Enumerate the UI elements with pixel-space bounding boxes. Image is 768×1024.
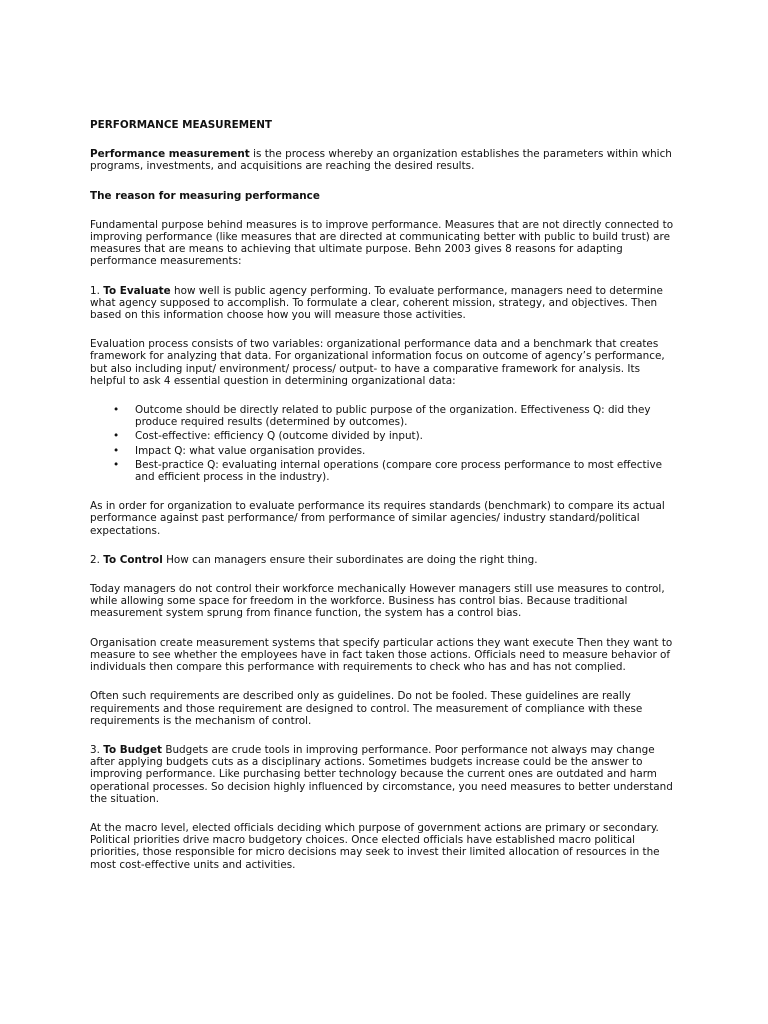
reason-control (90, 554, 676, 566)
section-heading: The reason for measuring performance (90, 189, 320, 202)
list-item-text: Cost-effective: efficiency Q (outcome divided by input). (135, 430, 423, 443)
paragraph-macro: At the macro level, elected officials deciding which purpose of government actions are primary or secondary. Political priorities drive macro budgetory choices. Once elected officials have established macro political priorities, those responsible for micro decisions may seek to invest their limited allocation of resources in the most cost-effective units and activities. (90, 821, 660, 871)
reason-text: Budgets are crude tools in improving performance. Poor performance not always may change after applying budgets cuts as a disciplinary actions. Sometimes budgets increase could be the answer to improving performance. Like purchasing better technology because the current ones are outdated and harm operational processes. So decision highly influenced by circomstance, you need measures to better understand the situation. (90, 743, 673, 805)
list-item-text: Outcome should be directly related to public purpose of the organization. Effectiveness Q: did they produce required results (determined by outcomes). (135, 404, 651, 429)
bullet-icon: • (113, 430, 120, 443)
document-body (90, 119, 676, 871)
list-item-text: Impact Q: what value organisation provides. (135, 444, 366, 457)
reason-text: how well is public agency performing. To evaluate performance, managers need to determine what agency supposed to accomplish. To formulate a clear, coherent mission, strategy, and objectives. Then based on this information choose how you will measure those activities. (90, 284, 663, 322)
intro-term: Performance measurement (90, 148, 250, 161)
reason-budget (90, 744, 676, 805)
paragraph-today: Today managers do not control their workforce mechanically However managers still use measures to control, while allowing some space for freedom in the workforce. Business has control bias. Because traditional measurement system sprung from finance function, the system has a control bias. (90, 583, 665, 620)
bullet-icon: • (113, 458, 120, 471)
document-title: PERFORMANCE MEASUREMENT (90, 119, 273, 131)
reason-label: To Budget (103, 743, 163, 756)
paragraph-evaluation: Evaluation process consists of two variables: organizational performance data and a benchmark that creates framework for analyzing that data. For organizational information focus on outcome of agency’s performance, but also including input/ environment/ process/ output- to have a comparative framework for analysis. Its helpful to ask 4 essential question in determining organizational data: (90, 338, 665, 387)
list-item (113, 430, 676, 443)
reason-label: To Control (103, 553, 163, 566)
list-item-text: Best-practice Q: evaluating internal operations (compare core process performance to most effective and efficient process in the industry). (135, 458, 663, 484)
reason-number: 2. (90, 553, 104, 566)
intro-text: is the process whereby an organization establishes the parameters within which programs, investments, and acquisitions are reaching the desired results. (90, 148, 672, 173)
intro-paragraph (90, 148, 676, 172)
paragraph-fundamental: Fundamental purpose behind measures is to improve performance. Measures that are not directly connected to improving performance (like measures that are directed at communicating better with public to build trust) are measures that are means to achieving that ultimate purpose. Behn 2003 gives 8 reasons for adapting performance measurements: (90, 218, 674, 268)
list-item (113, 444, 676, 457)
question-list (90, 404, 676, 483)
reason-text: How can managers ensure their subordinates are doing the right thing. (162, 553, 538, 566)
paragraph-organisation: Organisation create measurement systems that specify particular actions they want execute Then they want to measure to see whether the employees have in fact taken those actions. Officials need to measure behavior of individuals then compare this performance with requirements to check who has and has not complied. (90, 636, 673, 674)
reason-number: 3. (90, 743, 104, 756)
list-item (113, 404, 676, 429)
list-item (113, 458, 676, 484)
reason-evaluate (90, 285, 676, 322)
bullet-icon: • (113, 404, 120, 417)
paragraph-standards: As in order for organization to evaluate performance its requires standards (benchmark) to compare its actual performance against past performance/ from performance of similar agencies/ industry standard/political expectations. (90, 500, 665, 537)
paragraph-guidelines: Often such requirements are described only as guidelines. Do not be fooled. These guidelines are really requirements and those requirement are designed to control. The measurement of compliance with these requirements is the mechanism of control. (90, 690, 643, 727)
reason-number: 1. (90, 284, 104, 297)
bullet-icon: • (113, 444, 120, 457)
reason-label: To Evaluate (103, 284, 171, 297)
